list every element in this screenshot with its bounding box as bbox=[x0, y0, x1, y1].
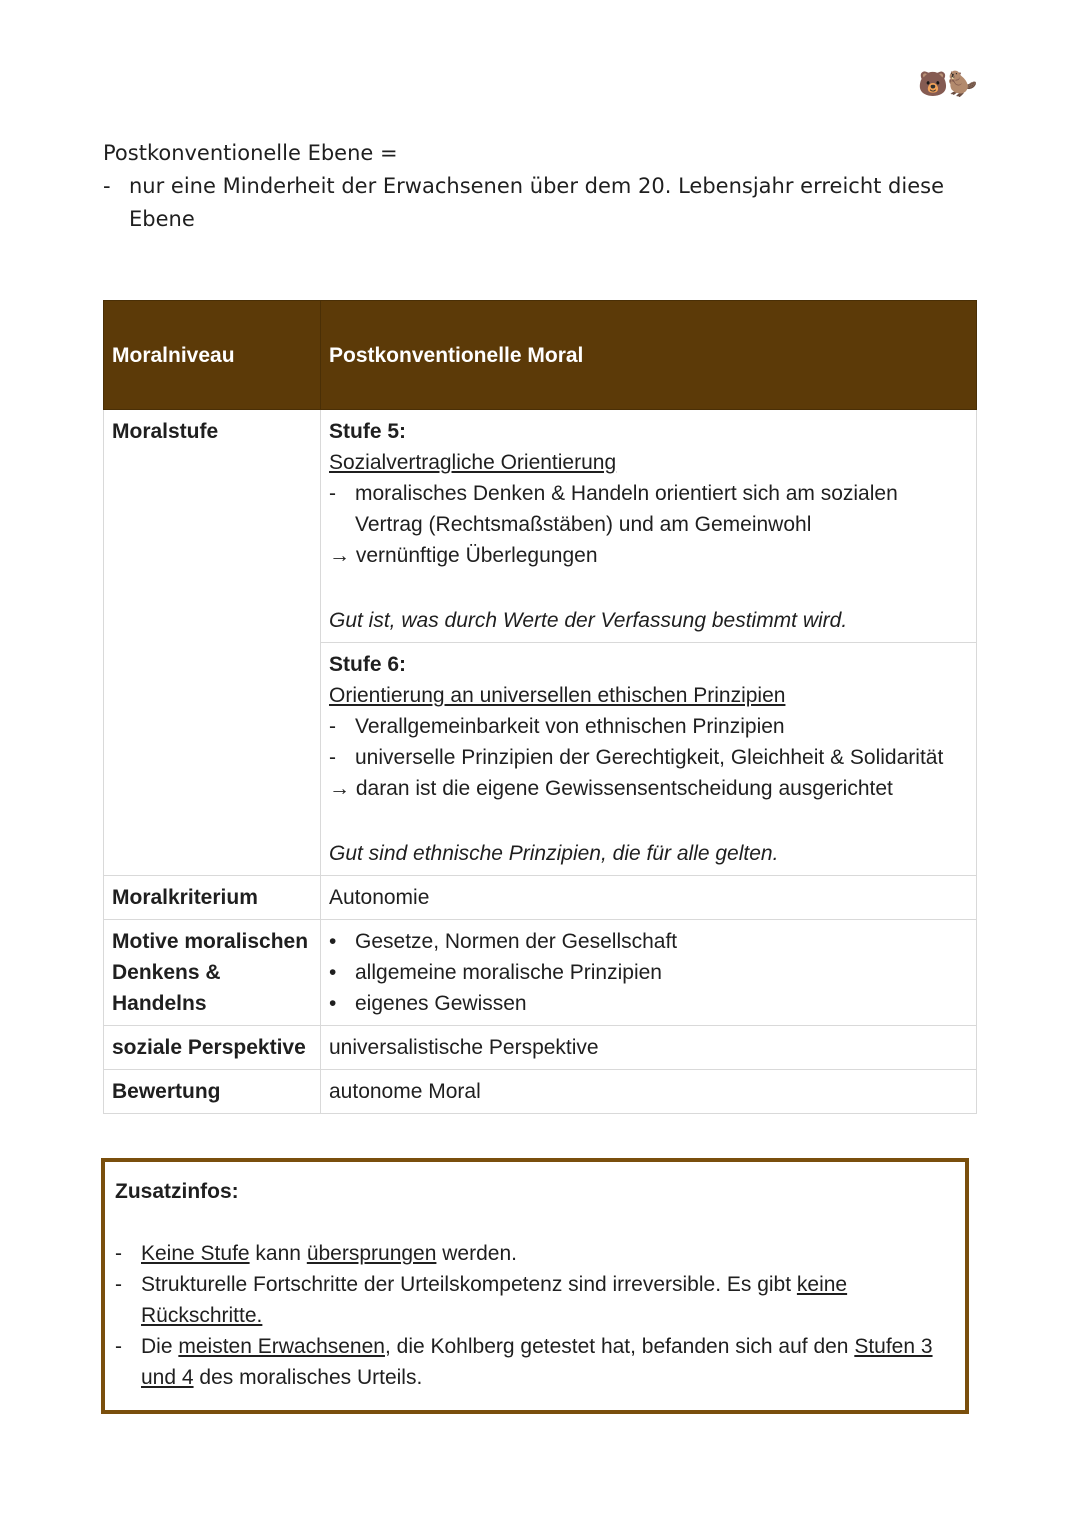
table-row-motive bbox=[104, 920, 977, 1026]
label-bewertung: Bewertung bbox=[104, 1070, 321, 1114]
label-motive: Motive moralischen Denkens & Handelns bbox=[104, 920, 321, 1026]
bear-beaver-emoji: 🐻🦫 bbox=[918, 70, 978, 98]
intro-bullet-text: nur eine Minderheit der Erwachsenen über dem 20. Lebensjahr erreicht diese Ebene bbox=[129, 174, 944, 231]
motive-item-text: eigenes Gewissen bbox=[355, 992, 527, 1015]
underlined-text: keine Rückschritte. bbox=[141, 1273, 848, 1327]
intro-bullet bbox=[103, 170, 983, 236]
stufe5-subtitle: Sozialvertragliche Orientierung bbox=[329, 451, 617, 474]
table-row-stufe5 bbox=[104, 410, 977, 643]
stufe5-title: Stufe 5: bbox=[329, 420, 407, 443]
text: , die Kohlberg getestet hat, befanden sich auf den bbox=[384, 1335, 855, 1358]
stufe5-quote: Gut ist, was durch Werte der Verfassung bestimmt wird. bbox=[329, 609, 848, 632]
stufe5-bullet-text: moralisches Denken & Handeln orientiert sich am sozialen Vertrag (Rechtsmaßstäben) und am Gemeinwohl bbox=[355, 482, 898, 536]
stufe5-arrow-line: → vernünftige Überlegungen bbox=[329, 544, 598, 567]
zusatzinfos-box bbox=[101, 1158, 969, 1414]
label-moralstufe: Moralstufe bbox=[104, 410, 321, 876]
dash-marker: - bbox=[103, 174, 111, 198]
table-header-row bbox=[104, 301, 977, 410]
label-soziale-perspektive: soziale Perspektive bbox=[104, 1026, 321, 1070]
motive-item-text: Gesetze, Normen der Gesellschaft bbox=[355, 930, 678, 953]
motive-item-text: allgemeine moralische Prinzipien bbox=[355, 961, 662, 984]
underlined-text: Stufen 3 und 4 bbox=[141, 1335, 933, 1389]
bullet-dot-icon: • bbox=[329, 961, 337, 984]
dash-marker: - bbox=[329, 482, 336, 505]
stufe6-arrow-line: → daran ist die eigene Gewissensentscheidung ausgerichtet bbox=[329, 777, 893, 800]
text: werden. bbox=[436, 1242, 517, 1265]
motive-item bbox=[329, 926, 968, 957]
stufe6-bullet-text: Verallgemeinbarkeit von ethnischen Prinzipien bbox=[355, 715, 785, 738]
value-moralkriterium: Autonomie bbox=[321, 876, 977, 920]
text: des moralisches Urteils. bbox=[193, 1366, 423, 1389]
stufe6-subtitle: Orientierung an universellen ethischen Prinzipien bbox=[329, 684, 786, 707]
header-moralniveau: Moralniveau bbox=[104, 301, 321, 410]
stufe6-title: Stufe 6: bbox=[329, 653, 407, 676]
zusatzinfos-title: Zusatzinfos: bbox=[115, 1180, 239, 1203]
value-bewertung: autonome Moral bbox=[321, 1070, 977, 1114]
table-row-kriterium bbox=[104, 876, 977, 920]
intro-section bbox=[103, 137, 983, 236]
bullet-dot-icon: • bbox=[329, 992, 337, 1015]
stufe6-quote: Gut sind ethnische Prinzipien, die für alle gelten. bbox=[329, 842, 779, 865]
dash-marker: - bbox=[329, 715, 336, 738]
dash-marker: - bbox=[329, 746, 336, 769]
dash-marker: - bbox=[115, 1242, 122, 1265]
dash-marker: - bbox=[115, 1335, 122, 1358]
zusatz-item bbox=[115, 1269, 955, 1331]
stufe5-bullet bbox=[329, 478, 968, 540]
stufe6-bullet-2 bbox=[329, 742, 968, 773]
value-soziale-perspektive: universalistische Perspektive bbox=[321, 1026, 977, 1070]
moral-table bbox=[103, 300, 977, 1114]
motive-item bbox=[329, 957, 968, 988]
zusatz-item bbox=[115, 1331, 955, 1393]
cell-stufe6 bbox=[321, 643, 977, 876]
motive-item bbox=[329, 988, 968, 1019]
header-postkonventionelle-moral: Postkonventionelle Moral bbox=[321, 301, 977, 410]
text: Strukturelle Fortschritte der Urteilskompetenz sind irreversible. Es gibt bbox=[141, 1273, 797, 1296]
text: Die bbox=[141, 1335, 179, 1358]
dash-marker: - bbox=[115, 1273, 122, 1296]
cell-motive bbox=[321, 920, 977, 1026]
stufe6-bullet-text: universelle Prinzipien der Gerechtigkeit, Gleichheit & Solidarität bbox=[355, 746, 944, 769]
underlined-text: Keine Stufe bbox=[141, 1242, 250, 1265]
cell-stufe5 bbox=[321, 410, 977, 643]
table-row-bewertung bbox=[104, 1070, 977, 1114]
stufe6-bullet-1 bbox=[329, 711, 968, 742]
text: kann bbox=[249, 1242, 307, 1265]
label-moralkriterium: Moralkriterium bbox=[104, 876, 321, 920]
table-row-perspektive bbox=[104, 1026, 977, 1070]
bullet-dot-icon: • bbox=[329, 930, 337, 953]
underlined-text: übersprungen bbox=[306, 1242, 437, 1265]
intro-heading: Postkonventionelle Ebene = bbox=[103, 141, 398, 165]
zusatz-item bbox=[115, 1238, 955, 1269]
underlined-text: meisten Erwachsenen bbox=[178, 1335, 385, 1358]
